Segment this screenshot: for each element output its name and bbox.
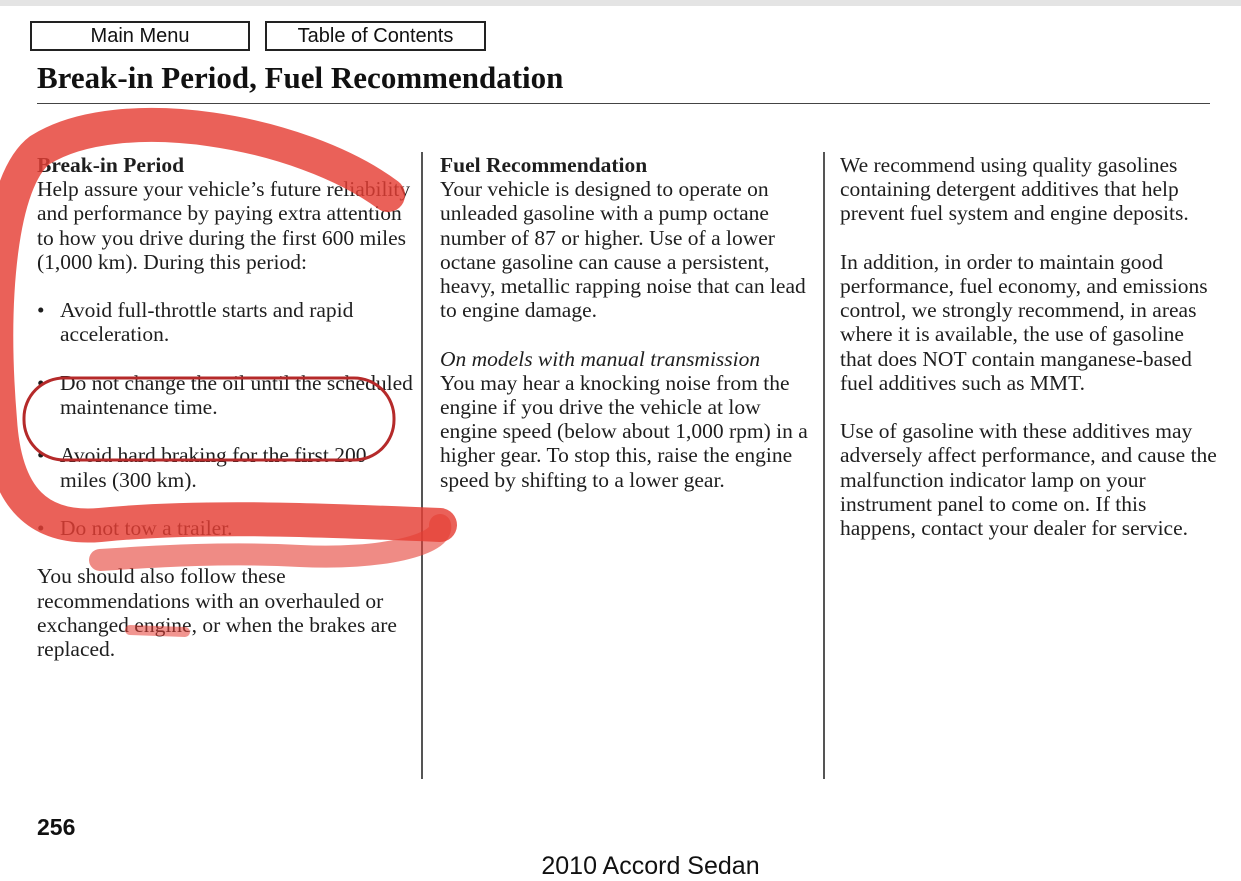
bullet-icon: •: [37, 515, 45, 540]
column-break-in: [37, 153, 415, 661]
list-item: [37, 443, 415, 491]
fuel-heading: Fuel Recommendation: [440, 153, 648, 177]
column-fuel: [440, 153, 815, 492]
page-number: 256: [37, 814, 76, 840]
gasoline-paragraph-3: Use of gasoline with these additives may adversely affect performance, and cause the malfunction indicator lamp on your instrument panel to come on. If this happens, contact your dealer for service.: [840, 419, 1217, 541]
list-item: [37, 516, 415, 540]
bullet-text: Avoid hard braking for the first 200 miles (300 km).: [60, 443, 367, 492]
bullet-text: Do not change the oil until the scheduled maintenance time.: [60, 370, 413, 419]
bullet-icon: •: [37, 370, 45, 395]
break-in-closing: You should also follow these recommendations with an overhauled or exchanged engine, or when the brakes are replaced.: [37, 564, 397, 661]
break-in-intro: Help assure your vehicle’s future reliability and performance by paying extra attention to how you drive during the first 600 miles (1,000 km). During this period:: [37, 177, 411, 274]
bullet-text: Avoid full-throttle starts and rapid acceleration.: [60, 298, 354, 347]
bullet-icon: •: [37, 443, 45, 468]
top-strip: [0, 0, 1241, 6]
column-gasoline: [840, 153, 1220, 540]
fuel-paragraph-2: You may hear a knocking noise from the engine if you drive the vehicle at low engine speed (below about 1,000 rpm) in a higher gear. To stop this, raise the engine speed by shifting to a lower gear.: [440, 370, 808, 492]
title-divider: [37, 103, 1210, 104]
column-divider-2: [823, 152, 825, 779]
page-title: Break-in Period, Fuel Recommendation: [37, 60, 564, 95]
gasoline-paragraph-1: We recommend using quality gasolines containing detergent additives that help prevent fuel system and engine deposits.: [840, 153, 1189, 226]
bullet-text: Do not tow a trailer.: [60, 515, 233, 540]
list-item: [37, 371, 415, 419]
list-item: [37, 298, 415, 346]
footer-title: 2010 Accord Sedan: [541, 852, 760, 880]
table-of-contents-button[interactable]: Table of Contents: [265, 21, 486, 51]
fuel-paragraph-1: Your vehicle is designed to operate on unleaded gasoline with a pump octane number of 87 or higher. Use of a lower octane gasoline can cause a persistent, heavy, metallic rapping noise that can lead to engine damage.: [440, 177, 806, 323]
gasoline-paragraph-2: In addition, in order to maintain good performance, fuel economy, and emissions control, we strongly recommend, in areas where it is available, the use of gasoline that does NOT contain manganese-based fuel additives such as MMT.: [840, 249, 1208, 395]
bullet-icon: •: [37, 298, 45, 323]
main-menu-button[interactable]: Main Menu: [30, 21, 250, 51]
break-in-heading: Break-in Period: [37, 153, 185, 177]
manual-transmission-subheading: On models with manual transmission: [440, 346, 761, 371]
column-divider-1: [421, 152, 423, 779]
